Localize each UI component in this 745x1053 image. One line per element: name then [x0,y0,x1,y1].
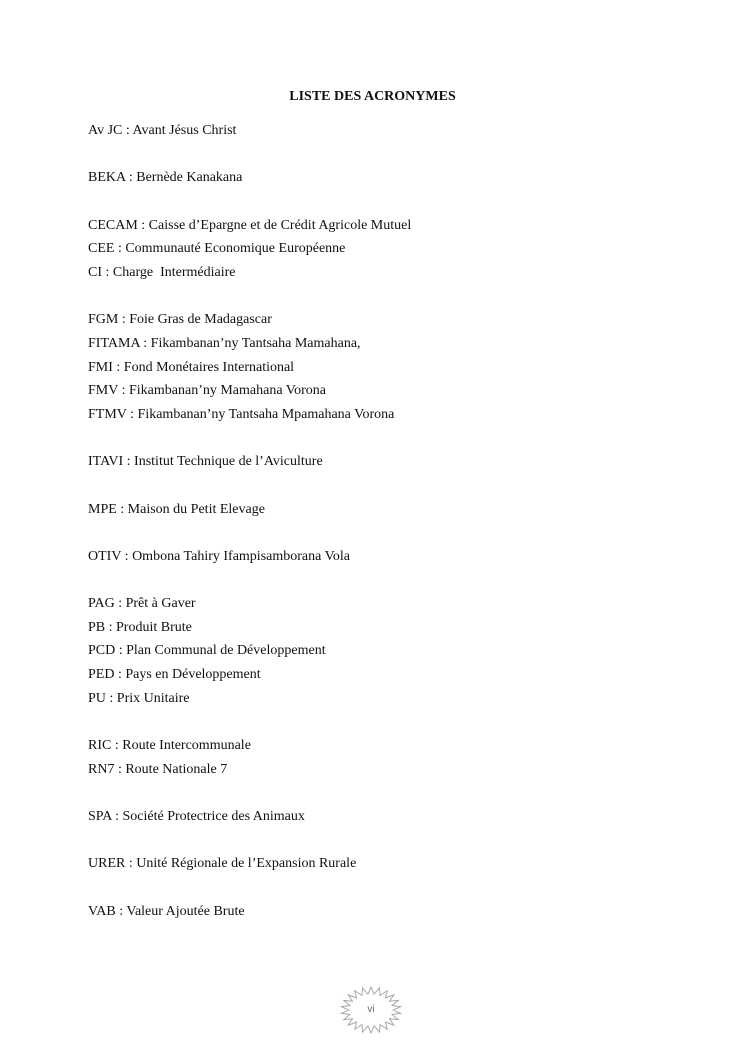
acronym-entry: FMI : Fond Monétaires International [88,359,295,375]
acronym-group-a [88,119,688,143]
acronym-group-i [88,450,688,474]
acronym-entry: PCD : Plan Communal de Développement [88,643,326,659]
page-title: LISTE DES ACRONYMES [289,89,456,104]
page-number-badge [340,986,402,1034]
acronym-group-u [88,852,688,876]
acronym-entry: FMV : Fikambanan’ny Mamahana Vorona [88,383,326,399]
acronym-list [88,119,688,947]
acronym-group-o [88,545,688,569]
acronym-entry: CECAM : Caisse d’Epargne et de Crédit Agricole Mutuel [88,217,412,233]
acronym-entry: FTMV : Fikambanan’ny Tantsaha Mpamahana Vorona [88,406,395,422]
acronym-entry: Av JC : Avant Jésus Christ [88,123,237,138]
acronym-entry: BEKA : Bernède Kanakana [88,170,243,186]
acronym-entry: RIC : Route Intercommunale [88,738,251,754]
acronym-group-c [88,214,688,285]
acronym-group-s [88,805,688,829]
acronym-entry: ITAVI : Institut Technique de l’Aviculture [88,454,323,470]
acronym-entry: PB : Produit Brute [88,619,192,635]
acronym-entry: PAG : Prêt à Gaver [88,596,196,612]
acronym-group-r [88,734,688,781]
acronym-entry: MPE : Maison du Petit Elevage [88,501,265,517]
acronym-entry: CEE : Communauté Economique Européenne [88,241,346,257]
acronym-group-v [88,900,688,924]
acronym-entry: URER : Unité Régionale de l’Expansion Rurale [88,856,357,872]
acronym-entry: OTIV : Ombona Tahiry Ifampisamborana Vola [88,548,350,564]
acronym-entry: VAB : Valeur Ajoutée Brute [88,903,245,919]
acronym-group-f [88,308,688,426]
acronym-group-m [88,498,688,522]
acronym-entry: PED : Pays en Développement [88,667,261,683]
acronym-group-b [88,166,688,190]
acronym-entry: SPA : Société Protectrice des Animaux [88,809,305,825]
acronym-entry: CI : Charge Intermédiaire [88,264,236,280]
acronym-entry: FITAMA : Fikambanan’ny Tantsaha Mamahana, [88,335,361,351]
page-number: vi [367,1004,375,1015]
acronym-entry: PU : Prix Unitaire [88,690,190,706]
acronym-entry: RN7 : Route Nationale 7 [88,761,228,777]
acronym-group-p [88,592,688,710]
acronym-entry: FGM : Foie Gras de Madagascar [88,312,272,328]
